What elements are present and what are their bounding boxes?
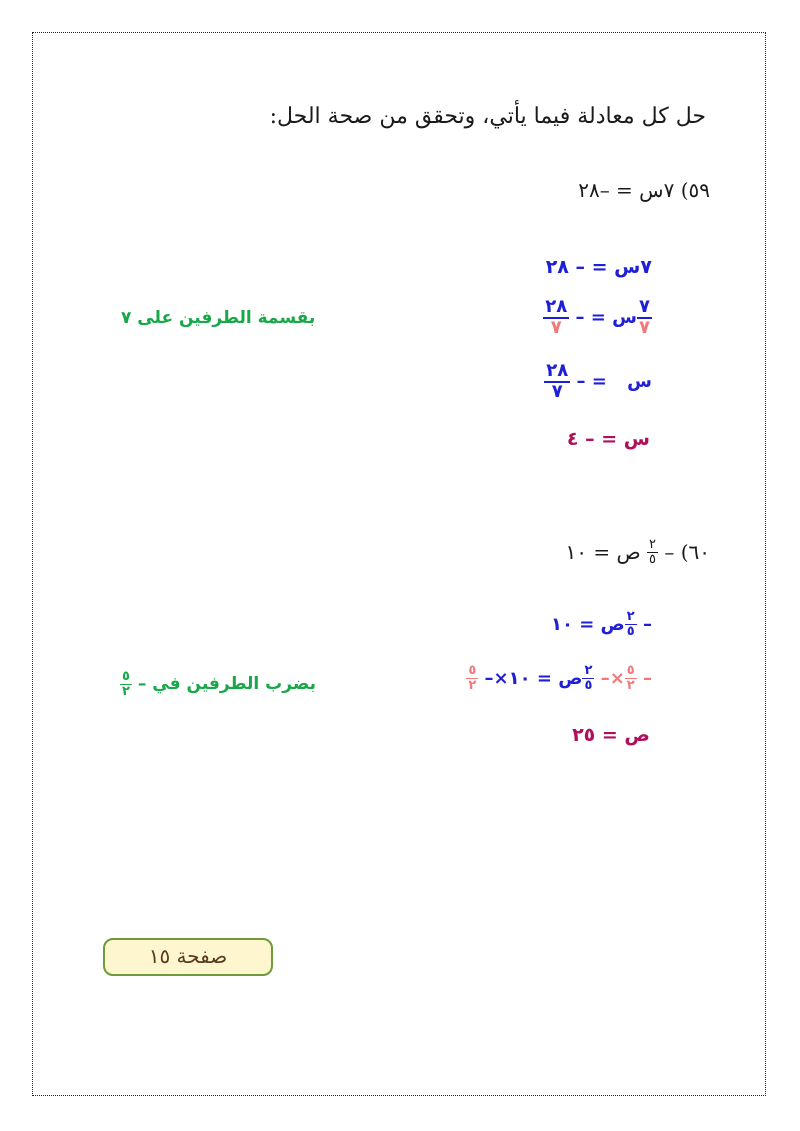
step-59-answer: س = – ٤ (566, 428, 650, 450)
times-sign: ×– (600, 667, 625, 689)
fraction-denominator: ٥ (649, 551, 656, 567)
step-60-1 (551, 610, 652, 638)
instruction-heading: حل كل معادلة فيما يأتي، وتحقق من صحة الحل: (269, 104, 706, 129)
variable: س (627, 371, 652, 393)
minus-sign: – (643, 667, 652, 689)
minus-sign: – (643, 613, 652, 635)
problem-equation: ص = ١٠ (565, 540, 641, 565)
fraction-numerator: ٥ (626, 663, 635, 678)
note-text: بضرب الطرفين في – (137, 674, 316, 695)
fraction (120, 670, 132, 698)
equation-middle: ص = ١٠×– (484, 667, 583, 689)
fraction (637, 298, 652, 338)
fraction-numerator: ٢ (584, 663, 593, 678)
step-60-2 (466, 664, 652, 692)
step-59-2 (543, 298, 652, 338)
note-59: بقسمة الطرفين على ٧ (121, 308, 316, 328)
fraction-numerator: ٢ (649, 537, 656, 552)
fraction (625, 664, 637, 692)
fraction-denominator: ٧ (543, 317, 569, 338)
problem-number: ٥٩) (680, 178, 710, 202)
page-number-label: صفحة ١٥ (148, 944, 228, 968)
problem-number: ٦٠) (680, 540, 710, 565)
fraction-denominator: ٥ (584, 677, 593, 693)
fraction-numerator: ٢٨ (546, 360, 569, 381)
equals-sign: = – (575, 307, 606, 329)
fraction-numerator: ٥ (122, 669, 130, 684)
fraction-denominator: ٢ (626, 677, 635, 693)
problem-60-statement (566, 538, 711, 566)
variable: س (612, 307, 637, 329)
page-number-stamp (103, 938, 273, 976)
minus-sign: – (664, 540, 675, 565)
fraction-numerator: ٢ (626, 609, 635, 624)
fraction-numerator: ٥ (468, 663, 477, 678)
step-59-3 (544, 362, 652, 402)
equals-sign: = – (576, 371, 607, 393)
fraction (466, 664, 478, 692)
fraction (543, 298, 569, 338)
fraction (582, 664, 594, 692)
fraction (544, 362, 570, 402)
note-60 (120, 670, 316, 698)
problem-59-statement (578, 178, 710, 202)
step-60-answer: ص = ٢٥ (572, 724, 650, 746)
fraction (647, 538, 658, 566)
step-59-1: ٧س = – ٢٨ (545, 256, 652, 278)
fraction-numerator: ٢٨ (545, 296, 568, 317)
fraction-denominator: ٧ (639, 316, 650, 338)
fraction (625, 610, 637, 638)
fraction-numerator: ٧ (639, 296, 650, 317)
fraction-denominator: ٧ (544, 381, 570, 402)
fraction-denominator: ٥ (626, 623, 635, 639)
problem-equation: ٧س = –٢٨ (578, 178, 675, 202)
equation-rest: ص = ١٠ (550, 613, 625, 635)
fraction-denominator: ٢ (122, 683, 130, 699)
fraction-denominator: ٢ (468, 677, 477, 693)
